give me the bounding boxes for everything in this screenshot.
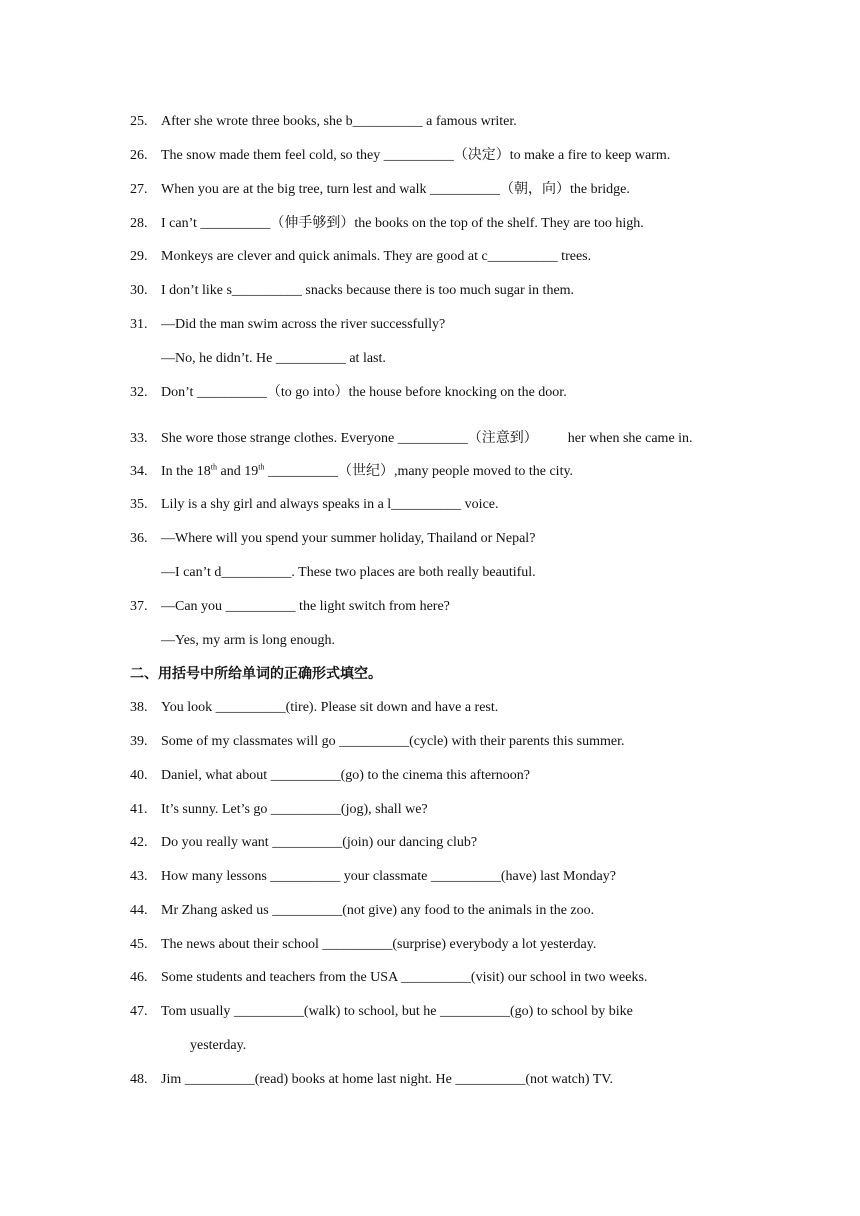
question-text: —Can you __________ the light switch from here? (161, 599, 450, 614)
question-number: 30. (130, 283, 148, 298)
question-text: and 19 (217, 464, 259, 479)
question-text: Monkeys are clever and quick animals. They are good at c__________ trees. (161, 249, 592, 264)
question-text: When you are at the big tree, turn lest and walk __________（朝，向）the bridge. (161, 182, 630, 197)
question-text: You look __________(tire). Please sit down and have a rest. (161, 700, 499, 715)
question-number: 39. (130, 734, 148, 749)
question-text: The snow made them feel cold, so they __________（决定）to make a fire to keep warm. (161, 148, 671, 163)
ordinal-suffix: th (210, 462, 217, 472)
question-37 (130, 597, 450, 617)
question-26 (130, 146, 670, 166)
question-text: __________（世纪）,many people moved to the city. (264, 464, 574, 479)
question-29 (130, 247, 591, 267)
question-number: 35. (130, 497, 148, 512)
question-30 (130, 281, 574, 301)
question-number: 32. (130, 385, 148, 400)
question-37-reply: —Yes, my arm is long enough. (161, 633, 335, 648)
question-48 (130, 1070, 613, 1090)
question-number: 36. (130, 531, 148, 546)
question-39 (130, 732, 624, 752)
question-number: 46. (130, 970, 148, 985)
question-47 (130, 1002, 633, 1022)
question-28 (130, 214, 644, 234)
question-number: 28. (130, 216, 148, 231)
question-text: The news about their school __________(surprise) everybody a lot yesterday. (161, 937, 597, 952)
question-number: 41. (130, 802, 148, 817)
question-36-reply: —I can’t d__________. These two places are both really beautiful. (161, 565, 536, 580)
question-number: 47. (130, 1004, 148, 1019)
question-46 (130, 968, 647, 988)
question-number: 38. (130, 700, 148, 715)
question-number: 44. (130, 903, 148, 918)
question-text: I don’t like s__________ snacks because there is too much sugar in them. (161, 283, 575, 298)
question-number: 26. (130, 148, 148, 163)
question-number: 40. (130, 768, 148, 783)
ordinal-suffix: th (258, 462, 265, 472)
question-31-reply: —No, he didn’t. He __________ at last. (161, 351, 386, 366)
question-text: —Did the man swim across the river successfully? (161, 317, 446, 332)
question-45 (130, 935, 596, 955)
question-text: Don’t __________（to go into）the house before knocking on the door. (161, 385, 567, 400)
question-44 (130, 901, 594, 921)
question-number: 31. (130, 317, 148, 332)
question-number: 34. (130, 464, 148, 479)
question-text: Daniel, what about __________(go) to the cinema this afternoon? (161, 768, 530, 783)
question-34 (130, 462, 573, 482)
question-38 (130, 698, 498, 718)
question-36 (130, 529, 535, 549)
question-41 (130, 800, 428, 820)
question-number: 29. (130, 249, 148, 264)
question-42 (130, 833, 477, 853)
question-text: In the 18 (161, 464, 211, 479)
question-text: Jim __________(read) books at home last night. He __________(not watch) TV. (161, 1072, 614, 1087)
question-text-tail: her when she came in. (567, 431, 693, 446)
question-text: How many lessons __________ your classmate __________(have) last Monday? (161, 869, 616, 884)
question-47-wrap: yesterday. (190, 1038, 247, 1053)
question-text: —Where will you spend your summer holiday, Thailand or Nepal? (161, 531, 536, 546)
question-text: Tom usually __________(walk) to school, but he __________(go) to school by bike (161, 1004, 633, 1019)
question-27 (130, 180, 630, 200)
question-35 (130, 495, 499, 515)
question-25 (130, 112, 517, 132)
question-33 (130, 429, 693, 449)
question-40 (130, 766, 530, 786)
question-number: 43. (130, 869, 148, 884)
question-text: Lily is a shy girl and always speaks in a l__________ voice. (161, 497, 499, 512)
question-31 (130, 315, 445, 335)
question-43 (130, 867, 616, 887)
question-text: It’s sunny. Let’s go __________(jog), shall we? (161, 802, 428, 817)
question-text: Some of my classmates will go __________(cycle) with their parents this summer. (161, 734, 625, 749)
question-number: 42. (130, 835, 148, 850)
question-number: 25. (130, 114, 148, 129)
question-number: 45. (130, 937, 148, 952)
question-text: After she wrote three books, she b__________ a famous writer. (161, 114, 517, 129)
question-text: Do you really want __________(join) our dancing club? (161, 835, 478, 850)
question-text: She wore those strange clothes. Everyone __________（注意到） (161, 431, 538, 446)
question-number: 48. (130, 1072, 148, 1087)
question-number: 37. (130, 599, 148, 614)
question-number: 27. (130, 182, 148, 197)
question-number: 33. (130, 431, 148, 446)
question-text: Mr Zhang asked us __________(not give) any food to the animals in the zoo. (161, 903, 595, 918)
section-2-title: 二、用括号中所给单词的正确形式填空。 (130, 666, 382, 682)
question-text: I can’t __________（伸手够到）the books on the top of the shelf. They are too high. (161, 216, 644, 231)
question-32 (130, 383, 567, 403)
question-text: Some students and teachers from the USA __________(visit) our school in two weeks. (161, 970, 648, 985)
